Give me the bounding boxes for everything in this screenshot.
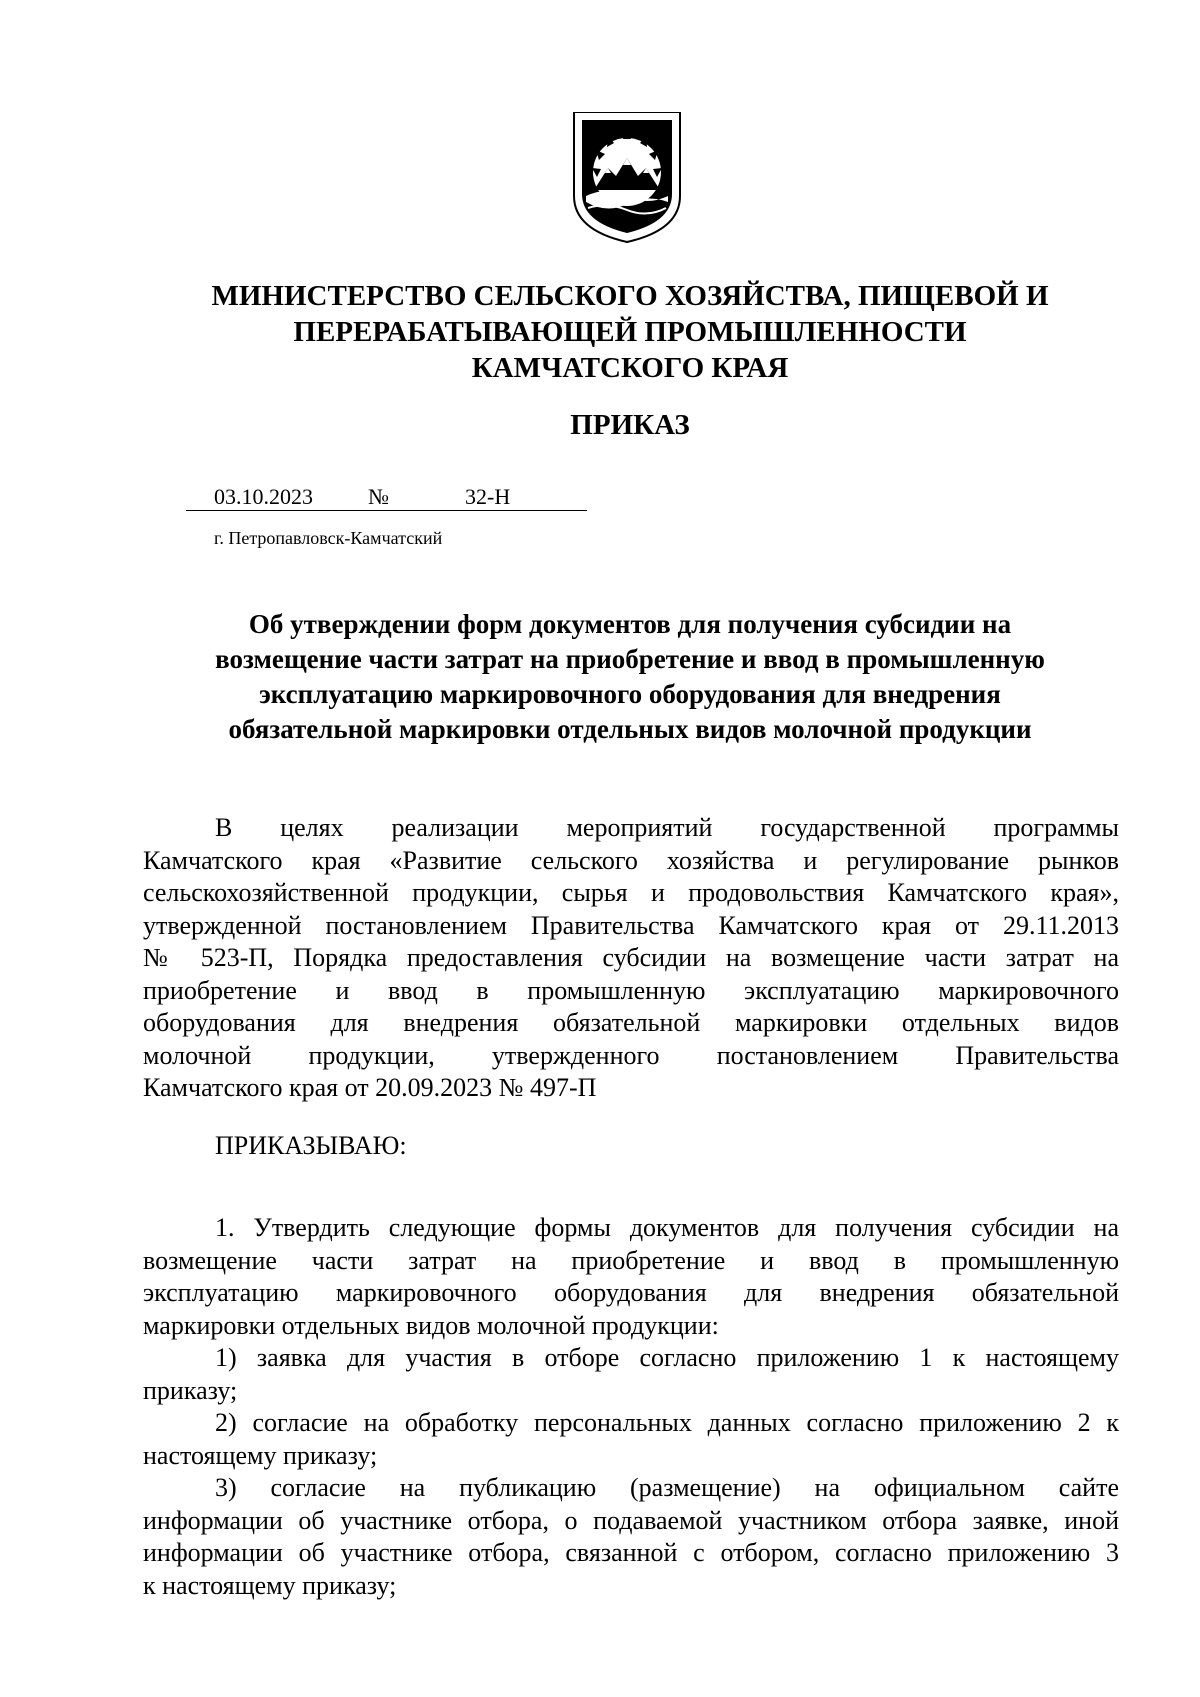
paragraph-line: В целях реализации мероприятий государственной программы — [215, 813, 1119, 842]
paragraph-line: 1) заявка для участия в отборе согласно приложению 1 к настоящему — [215, 1343, 1119, 1372]
document-type: ПРИКАЗ — [570, 409, 690, 441]
order-word-text: ПРИКАЗЫВАЮ: — [215, 1131, 407, 1160]
paragraph-line: приказу; — [143, 1375, 238, 1405]
paragraph-line: приобретение и ввод в промышленную эксплуатацию маркировочного — [143, 975, 1119, 1005]
subject-line: эксплуатацию маркировочного оборудования для внедрения — [259, 679, 1001, 709]
subitem-1-paragraph — [143, 1342, 1119, 1407]
subject-line: возмещение части затрат на приобретение и ввод в промышленную — [215, 644, 1045, 674]
ministry-name — [140, 278, 1120, 386]
subject-line: обязательной маркировки отдельных видов молочной продукции — [228, 714, 1032, 744]
subitem-2-paragraph — [143, 1407, 1119, 1472]
paragraph-line: сельскохозяйственной продукции, сырья и продовольствия Камчатского края», — [143, 878, 1119, 907]
subitem-3-paragraph — [143, 1472, 1119, 1602]
preamble-paragraph — [143, 812, 1119, 1105]
subject-line: Об утверждении форм документов для получения субсидии на — [248, 609, 1012, 639]
paragraph-line: 3) согласие на публикацию (размещение) на официальном сайте — [215, 1473, 1119, 1502]
paragraph-line: № 523-П, Порядка предоставления субсидии на возмещение части затрат на — [143, 943, 1119, 972]
paragraph-line: оборудования для внедрения обязательной маркировки отдельных видов — [143, 1008, 1119, 1037]
paragraph-line: 2) согласие на обработку персональных данных согласно приложению 2 к — [215, 1408, 1119, 1437]
paragraph-line: возмещение части затрат на приобретение и ввод в промышленную — [143, 1245, 1119, 1275]
paragraph-line: информации об участнике отбора, о подаваемой участником отбора заявке, иной — [143, 1505, 1119, 1535]
paragraph-line: настоящему приказу; — [143, 1440, 378, 1470]
kamchatka-coat-of-arms-icon — [572, 112, 682, 244]
paragraph-line: Камчатского края «Развитие сельского хозяйства и регулирование рынков — [143, 845, 1119, 875]
paragraph-line: эксплуатацию маркировочного оборудования для внедрения обязательной — [143, 1278, 1119, 1307]
ministry-name-line: КАМЧАТСКОГО КРАЯ — [471, 352, 789, 384]
ministry-name-line: ПЕРЕРАБАТЫВАЮЩЕЙ ПРОМЫШЛЕННОСТИ — [293, 316, 967, 348]
paragraph-line: молочной продукции, утвержденного постановлением Правительства — [143, 1040, 1119, 1070]
order-date: 03.10.2023 — [214, 484, 313, 509]
paragraph-line: к настоящему приказу; — [143, 1570, 397, 1600]
city: г. Петропавловск-Камчатский — [214, 528, 443, 548]
order-word — [143, 1130, 1119, 1163]
order-number: 32-Н — [465, 484, 511, 509]
paragraph-line: Камчатского края от 20.09.2023 № 497-П — [143, 1073, 597, 1102]
paragraph-line: утвержденной постановлением Правительства Камчатского края от 29.11.2013 — [143, 910, 1119, 940]
order-subject — [140, 607, 1120, 747]
number-sign: № — [368, 484, 389, 509]
ministry-name-line: МИНИСТЕРСТВО СЕЛЬСКОГО ХОЗЯЙСТВА, ПИЩЕВОЙ И — [211, 280, 1049, 312]
paragraph-line: 1. Утвердить следующие формы документов для получения субсидии на — [215, 1213, 1119, 1242]
paragraph-line: информации об участнике отбора, связанной с отбором, согласно приложению 3 — [143, 1538, 1119, 1567]
paragraph-line: маркировки отдельных видов молочной продукции: — [143, 1310, 719, 1340]
registration-underline — [186, 510, 587, 511]
item-1-paragraph — [143, 1212, 1119, 1342]
